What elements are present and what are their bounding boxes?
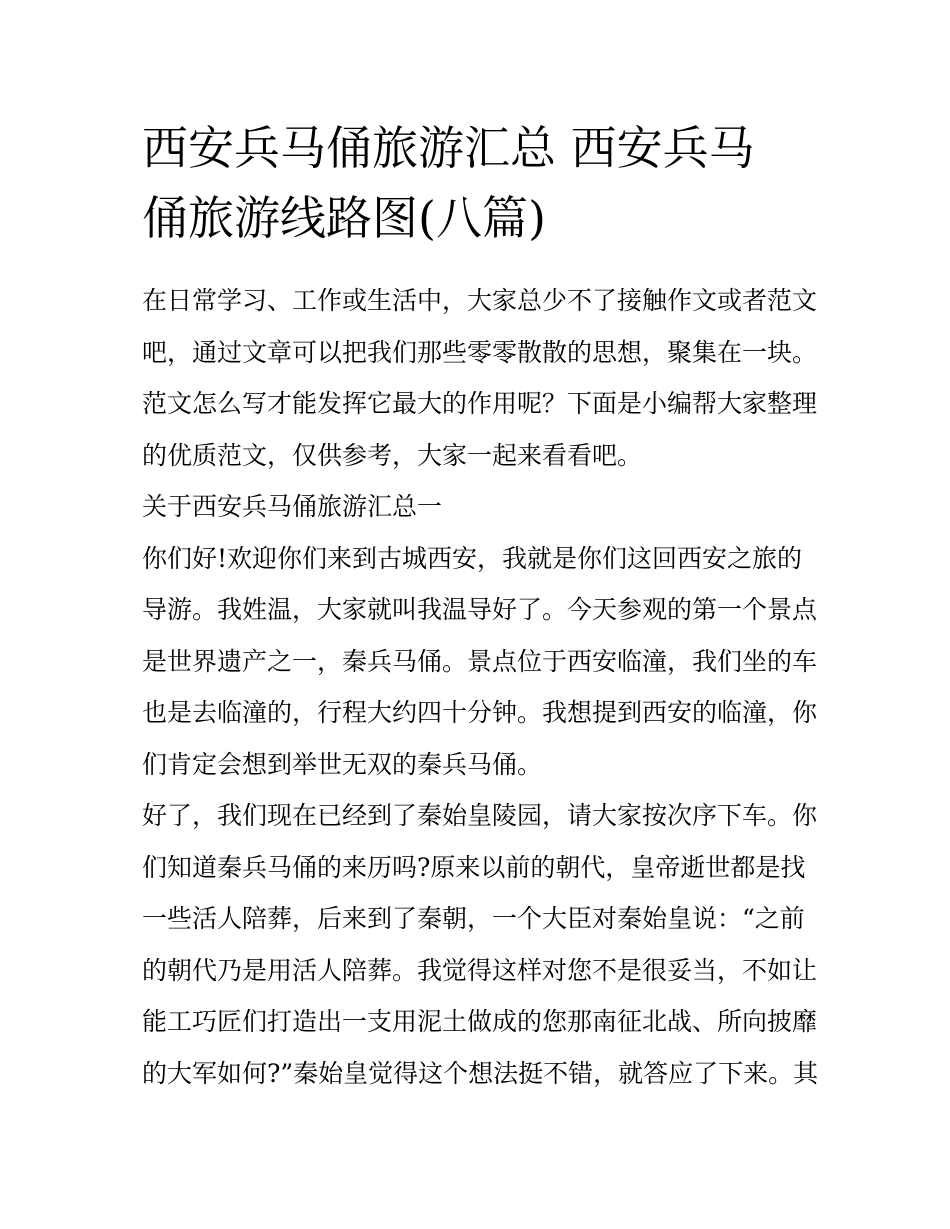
text-line: 你们好!欢迎你们来到古城西安，我就是你们这回西安之旅的 (142, 543, 803, 573)
body-paragraph-1 (142, 533, 822, 791)
text-line: 吧，通过文章可以把我们那些零零散散的思想，聚集在一块。 (142, 337, 818, 367)
title-line: 西安兵马俑旅游汇总 西安兵马 (142, 121, 755, 175)
body-paragraph-2 (142, 790, 822, 1099)
text-line: 的优质范文，仅供参考，大家一起来看看吧。 (142, 440, 643, 470)
document-title (142, 113, 822, 253)
text-line: 范文怎么写才能发挥它最大的作用呢？下面是小编帮大家整理 (142, 389, 818, 418)
text-line: 的朝代乃是用活人陪葬。我觉得这样对您不是很妥当，不如让 (142, 955, 818, 985)
title-line: 俑旅游线路图(八篇) (142, 191, 546, 245)
section-heading-text: 关于西安兵马俑旅游汇总一 (142, 492, 443, 521)
text-line: 们知道秦兵马俑的来历吗?原来以前的朝代，皇帝逝世都是找 (142, 852, 806, 882)
text-line: 在日常学习、工作或生活中，大家总少不了接触作文或者范文 (142, 286, 818, 315)
intro-paragraph (142, 275, 822, 481)
text-line: 们肯定会想到举世无双的秦兵马俑。 (142, 749, 543, 779)
section-heading (142, 481, 822, 533)
text-line: 一些活人陪葬，后来到了秦朝，一个大臣对秦始皇说：“之前 (142, 904, 805, 933)
text-line: 是世界遗产之一，秦兵马俑。景点位于西安临潼，我们坐的车 (142, 646, 818, 676)
text-line: 的大军如何?”秦始皇觉得这个想法挺不错，就答应了下来。其 (142, 1058, 819, 1088)
text-line: 导游。我姓温，大家就叫我温导好了。今天参观的第一个景点 (142, 595, 818, 624)
document-body (142, 275, 822, 1099)
text-line: 好了，我们现在已经到了秦始皇陵园，请大家按次序下车。你 (142, 801, 818, 830)
text-line: 能工巧匠们打造出一支用泥土做成的您那南征北战、所向披靡 (142, 1007, 818, 1036)
text-line: 也是去临潼的，行程大约四十分钟。我想提到西安的临潼，你 (142, 698, 818, 727)
